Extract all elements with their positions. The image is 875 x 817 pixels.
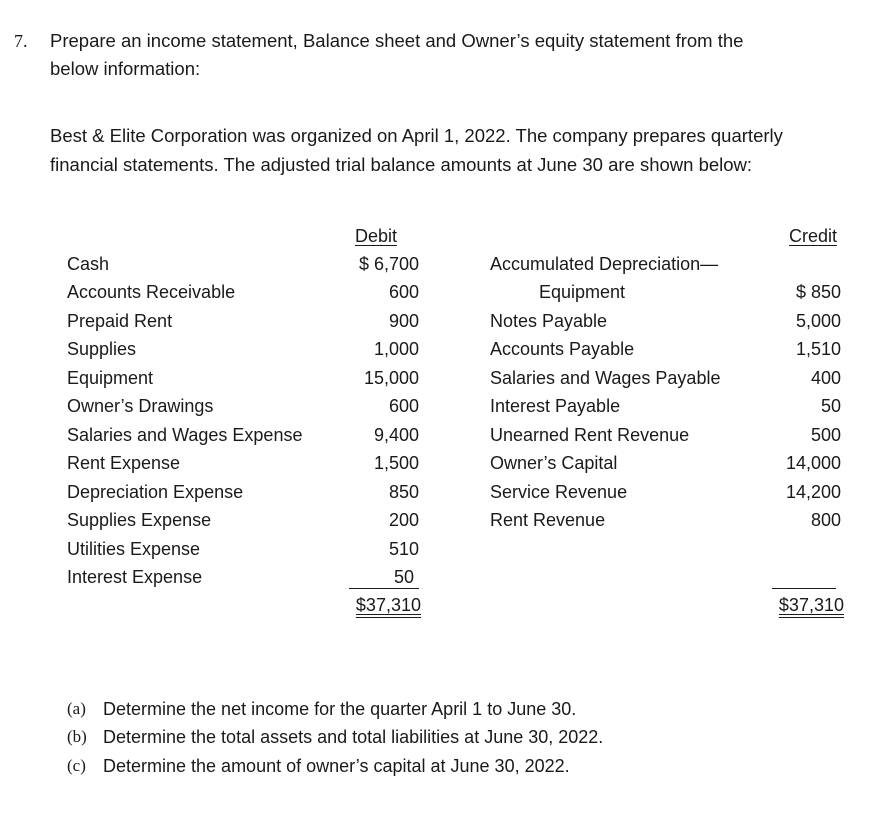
debit-amount: 15,000 (363, 368, 419, 388)
credit-subtotal-rule (772, 588, 836, 589)
debit-account-name: Prepaid Rent (67, 311, 173, 331)
credit-account-name: Salaries and Wages Payable (490, 368, 721, 388)
debit-account-name: Salaries and Wages Expense (67, 425, 303, 445)
credit-amount: 5,000 (795, 311, 841, 331)
question-text-line-2: below information: (50, 58, 201, 79)
debit-account-name: Supplies Expense (67, 510, 212, 530)
subquestion-text: Determine the total assets and total liabilities at June 30, 2022. (103, 727, 604, 747)
subquestion-label: (c) (67, 756, 86, 775)
debit-subtotal-rule (349, 588, 419, 589)
credit-header: Credit (788, 226, 837, 246)
subquestion-label: (a) (67, 699, 86, 718)
credit-account-name: Accounts Payable (490, 339, 635, 359)
debit-amount: 900 (388, 311, 419, 331)
subquestion-label: (b) (67, 727, 87, 746)
debit-account-name: Interest Expense (67, 567, 203, 587)
credit-account-name: Accumulated Depreciation— (490, 254, 719, 274)
debit-amount: 600 (388, 396, 419, 416)
debit-account-name: Owner’s Drawings (67, 396, 214, 416)
credit-amount: 14,200 (785, 482, 841, 502)
credit-account-name: Rent Revenue (490, 510, 606, 530)
debit-account-name: Supplies (67, 339, 137, 359)
credit-amount: 1,510 (795, 339, 841, 359)
debit-amount: 9,400 (373, 425, 419, 445)
intro-text-line-1: Best & Elite Corporation was organized on April 1, 2022. The company prepares quarterly (50, 125, 783, 146)
subquestion-text: Determine the net income for the quarter April 1 to June 30. (103, 699, 577, 719)
credit-amount: 800 (810, 510, 841, 530)
debit-amount: $ 6,700 (358, 254, 419, 274)
debit-amount: 50 (393, 567, 414, 587)
debit-account-name: Accounts Receivable (67, 282, 236, 302)
debit-account-name: Cash (67, 254, 110, 274)
credit-account-name: Notes Payable (490, 311, 608, 331)
credit-account-name: Owner’s Capital (490, 453, 618, 473)
intro-text-line-2: financial statements. The adjusted trial balance amounts at June 30 are shown below: (50, 154, 753, 175)
credit-amount: 400 (810, 368, 841, 388)
credit-amount: $ 850 (795, 282, 841, 302)
debit-header: Debit (354, 226, 397, 246)
debit-amount: 1,500 (373, 453, 419, 473)
credit-amount: 500 (810, 425, 841, 445)
credit-account-name-continued: Equipment (539, 282, 626, 302)
credit-account-name: Unearned Rent Revenue (490, 425, 690, 445)
debit-amount: 1,000 (373, 339, 419, 359)
question-number: 7. (14, 31, 28, 51)
debit-account-name: Depreciation Expense (67, 482, 244, 502)
debit-amount: 600 (388, 282, 419, 302)
debit-total: $37,310 (355, 595, 421, 615)
debit-amount: 200 (388, 510, 419, 530)
credit-account-name: Interest Payable (490, 396, 621, 416)
subquestion-text: Determine the amount of owner’s capital at June 30, 2022. (103, 756, 570, 776)
credit-amount: 14,000 (785, 453, 841, 473)
credit-amount: 50 (820, 396, 841, 416)
question-text-line-1: Prepare an income statement, Balance sheet and Owner’s equity statement from the (50, 30, 744, 51)
debit-account-name: Utilities Expense (67, 539, 201, 559)
credit-total: $37,310 (778, 595, 844, 615)
debit-account-name: Equipment (67, 368, 154, 388)
debit-amount: 510 (388, 539, 419, 559)
debit-amount: 850 (388, 482, 419, 502)
credit-account-name: Service Revenue (490, 482, 628, 502)
debit-account-name: Rent Expense (67, 453, 181, 473)
